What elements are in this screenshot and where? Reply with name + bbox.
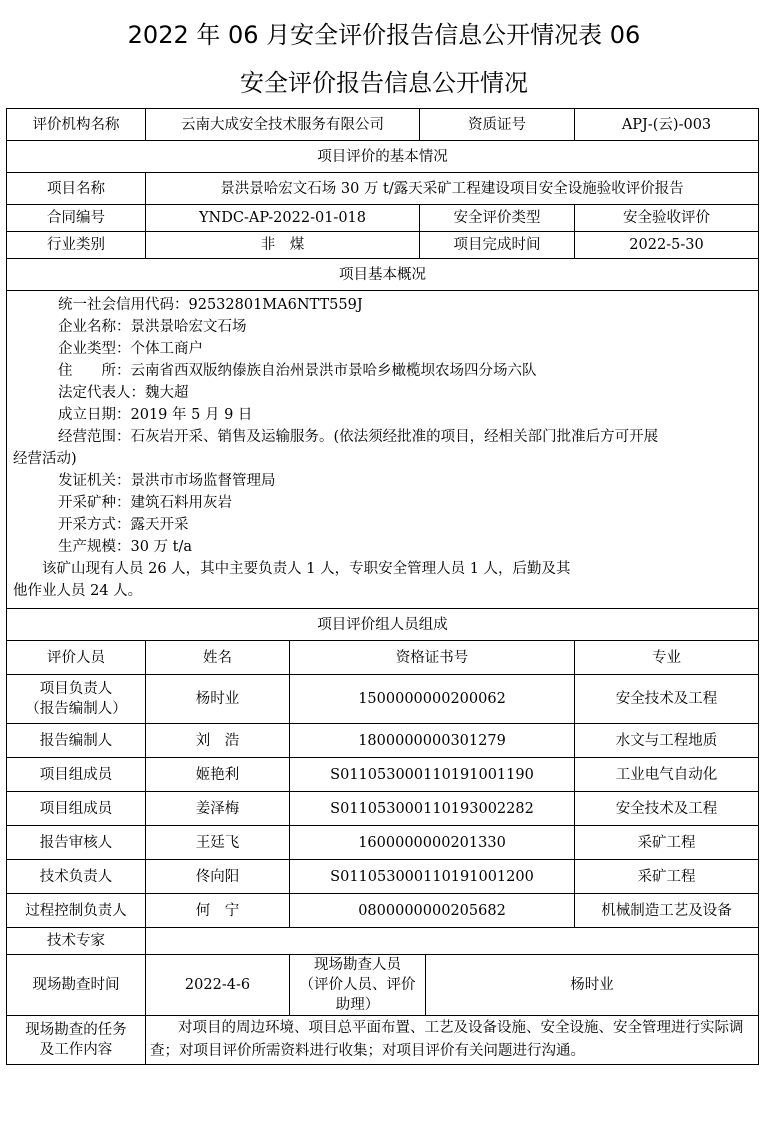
member-role: 项目组成员 [7,758,146,792]
survey-task-content: 对项目的周边环境、项目总平面布置、工艺及设备设施、安全设施、安全管理进行实际调查；对项目评价所需资料进行收集；对项目评价有关问题进行沟通。 [146,1016,759,1065]
company-name-line: 企业名称：景洪景哈宏文石场 [58,319,247,335]
member-major: 安全技术及工程 [575,675,759,724]
member-role: 报告审核人 [7,826,146,860]
member-role-line: 项目负责人 [39,681,113,697]
member-cert: S011053000110193002282 [290,792,575,826]
survey-task-label [7,1016,146,1065]
member-role: 项目组成员 [7,792,146,826]
complete-time-label: 项目完成时间 [420,232,575,259]
eval-type-label: 安全评价类型 [420,205,575,232]
member-name: 何 宁 [146,894,290,928]
mineral-type-line: 开采矿种：建筑石料用灰岩 [58,495,232,511]
member-name: 姜泽梅 [146,792,290,826]
table-row [7,826,759,860]
project-name-label: 项目名称 [7,173,146,205]
member-cert: 0800000000205682 [290,894,575,928]
member-major: 机械制造工艺及设备 [575,894,759,928]
disclosure-table [6,108,759,1065]
member-cert: 1600000000201330 [290,826,575,860]
member-name: 刘 浩 [146,724,290,758]
org-name-value: 云南大成安全技术服务有限公司 [146,109,420,141]
team-section-title: 项目评价组人员组成 [7,609,759,641]
member-major: 工业电气自动化 [575,758,759,792]
complete-time-value: 2022-5-30 [575,232,759,259]
table-row [7,724,759,758]
cert-no-value: APJ-(云)-003 [575,109,759,141]
team-header-role: 评价人员 [7,641,146,675]
table-row [7,894,759,928]
org-name-label: 评价机构名称 [7,109,146,141]
business-scope-line-cont: 经营活动) [13,451,77,467]
table-row [7,860,759,894]
overview-section-title: 项目基本概况 [7,259,759,291]
business-scope-line: 经营范围：石灰岩开采、销售及运输服务。(依法须经批准的项目，经相关部门批准后方可开展 [58,429,659,445]
member-role: 技术负责人 [7,860,146,894]
member-name: 杨时业 [146,675,290,724]
survey-people-label-line: 现场勘查人员 [314,957,401,973]
project-name-value: 景洪景哈宏文石场 30 万 t/露天采矿工程建设项目安全设施验收评价报告 [146,173,759,205]
table-row [7,792,759,826]
survey-people-label [290,955,426,1016]
member-cert: 1500000000200062 [290,675,575,724]
member-name: 佟向阳 [146,860,290,894]
basic-section-title: 项目评价的基本情况 [7,141,759,173]
address-line: 住 所：云南省西双版纳傣族自治州景洪市景哈乡橄榄坝农场四分场六队 [58,363,537,379]
tech-expert-label: 技术专家 [7,928,146,955]
table-row [7,675,759,724]
tech-expert-value [146,928,759,955]
credit-code-line: 统一社会信用代码：92532801MA6NTT559J [58,297,363,313]
staff-summary-line-cont: 他作业人员 24 人。 [13,583,143,599]
production-scale-line: 生产规模：30 万 t/a [58,539,193,555]
member-major: 采矿工程 [575,860,759,894]
member-cert: 1800000000301279 [290,724,575,758]
founded-date-line: 成立日期：2019 年 5 月 9 日 [58,407,253,423]
team-header-cert: 资格证书号 [290,641,575,675]
member-major: 采矿工程 [575,826,759,860]
page-title: 2022 年 06 月安全评价报告信息公开情况表 06 [127,21,641,49]
staff-summary-line: 该矿山现有人员 26 人，其中主要负责人 1 人，专职安全管理人员 1 人，后勤及其 [42,561,571,577]
member-major: 水文与工程地质 [575,724,759,758]
member-role: 报告编制人 [7,724,146,758]
survey-task-label-line: 及工作内容 [39,1042,113,1058]
member-role: 过程控制负责人 [7,894,146,928]
table-row [7,758,759,792]
mining-method-line: 开采方式：露天开采 [58,517,189,533]
contract-no-label: 合同编号 [7,205,146,232]
survey-time-label: 现场勘查时间 [7,955,146,1016]
member-role [7,675,146,724]
industry-value: 非 煤 [146,232,420,259]
member-major: 安全技术及工程 [575,792,759,826]
page-subtitle: 安全评价报告信息公开情况 [240,69,528,97]
overview-body [7,291,759,609]
member-cert: S011053000110191001200 [290,860,575,894]
member-cert: S011053000110191001190 [290,758,575,792]
contract-no-value: YNDC-AP-2022-01-018 [146,205,420,232]
issuing-authority-line: 发证机关：景洪市市场监督管理局 [58,473,276,489]
industry-label: 行业类别 [7,232,146,259]
cert-no-label: 资质证号 [420,109,575,141]
company-type-line: 企业类型：个体工商户 [58,341,203,357]
survey-people-label-line: （评价人员、评价助理） [299,977,416,1013]
member-name: 王廷飞 [146,826,290,860]
legal-rep-line: 法定代表人：魏大超 [58,385,189,401]
team-header-name: 姓名 [146,641,290,675]
survey-time-value: 2022-4-6 [146,955,290,1016]
survey-people-value: 杨时业 [426,955,759,1016]
eval-type-value: 安全验收评价 [575,205,759,232]
member-role-line: （报告编制人） [25,701,127,717]
team-header-major: 专业 [575,641,759,675]
survey-task-label-line: 现场勘查的任务 [25,1022,127,1038]
member-name: 姬艳利 [146,758,290,792]
